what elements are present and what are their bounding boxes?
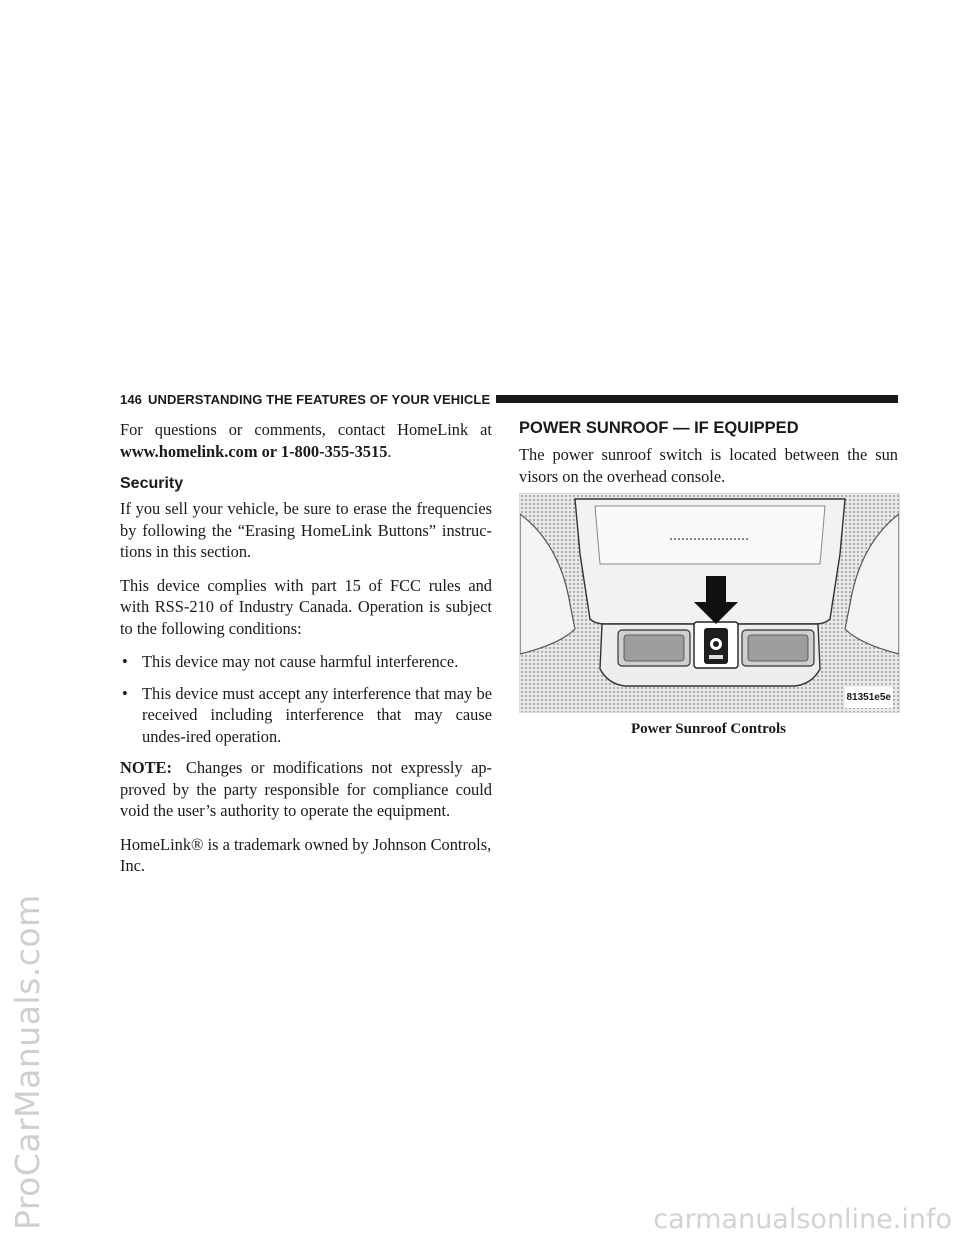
- bullet-text: This device must accept any interference that may be received including interference that may cause undes-ired operation.: [142, 683, 492, 746]
- note-paragraph: [120, 757, 492, 822]
- list-item: [120, 651, 492, 673]
- page-header: [120, 390, 898, 408]
- sunroof-controls-figure: [519, 493, 900, 713]
- security-paragraph: If you sell your vehicle, be sure to erase the frequencies by following the “Erasing HomeLink Buttons” instruc-tions in this section.: [120, 499, 492, 561]
- page-number: 146: [120, 391, 142, 407]
- figure-caption: Power Sunroof Controls: [630, 721, 786, 737]
- security-heading: Security: [120, 475, 184, 492]
- side-watermark: ProCarManuals.com: [8, 894, 47, 1230]
- fcc-paragraph: This device complies with part 15 of FCC rules and with RSS-210 of Industry Canada. Operation is subject to the following conditions:: [120, 575, 492, 638]
- contact-link[interactable]: www.homelink.com or 1-800-355-3515: [120, 441, 388, 461]
- overhead-console-illustration: [520, 494, 899, 712]
- contact-text: For questions or comments, contact HomeLink at: [120, 420, 492, 439]
- bullet-icon: •: [122, 652, 128, 671]
- bullet-text: This device may not cause harmful interference.: [142, 652, 459, 671]
- contact-end: .: [387, 441, 392, 461]
- list-item: [120, 683, 492, 748]
- conditions-list: [120, 651, 492, 747]
- header-rule: [496, 395, 898, 403]
- right-column: [519, 419, 898, 741]
- note-text: Changes or modifications not expressly ap-proved by the party responsible for compliance could void the user’s authority to operate the equipment.: [120, 758, 492, 820]
- note-label: NOTE:: [120, 758, 172, 777]
- bottom-watermark: carmanualsonline.info: [653, 1204, 952, 1235]
- contact-paragraph: [120, 419, 492, 462]
- figure-code: 81351e5e: [845, 687, 894, 709]
- sunroof-intro: The power sunroof switch is located between the sun visors on the overhead console.: [519, 445, 898, 486]
- sunroof-heading: POWER SUNROOF — IF EQUIPPED: [519, 419, 799, 437]
- bullet-icon: •: [122, 683, 128, 703]
- trademark-paragraph: HomeLink® is a trademark owned by Johnson Controls, Inc.: [120, 834, 492, 875]
- left-column: [120, 419, 492, 889]
- section-title: UNDERSTANDING THE FEATURES OF YOUR VEHICLE: [148, 391, 491, 407]
